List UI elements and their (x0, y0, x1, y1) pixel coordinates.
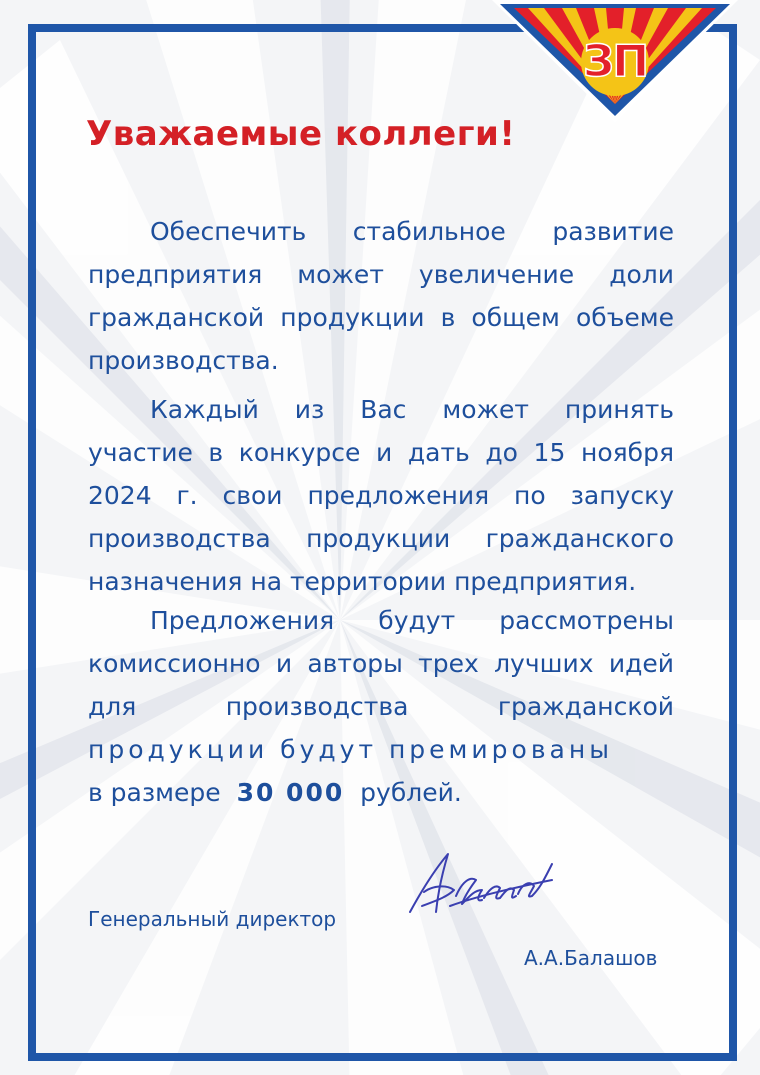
paragraph-1-text: Обеспечить стабильное развитие предприятия может увеличение доли гражданской продукции в общем объеме производства. (88, 217, 674, 375)
handwritten-signature (402, 840, 562, 930)
amount-suffix: рублей. (360, 778, 462, 807)
letter-paragraph-1 (88, 210, 674, 382)
amount-prefix: в размере (88, 778, 221, 807)
paragraph-3-text: Предложения будут рассмотрены комиссионно и авторы трех лучших идей для производства гражданской (88, 606, 674, 721)
company-logo (492, 0, 738, 122)
signatory-name: А.А.Балашов (524, 946, 658, 970)
paragraph-3-spaced-text: продукции будут премированы (88, 735, 613, 764)
letter-paragraph-2 (88, 388, 674, 603)
prize-amount: 30 000 (236, 778, 345, 807)
letter-greeting: Уважаемые коллеги! (86, 114, 516, 154)
logo-text: ЗП (582, 36, 648, 87)
paragraph-2-text: Каждый из Вас может принять участие в конкурсе и дать до 15 ноября 2024 г. свои предложения по запуску производства продукции гражданского назначения на территории предприятия. (88, 395, 674, 596)
signatory-position: Генеральный директор (88, 907, 337, 931)
letter-paragraph-3 (88, 599, 674, 814)
